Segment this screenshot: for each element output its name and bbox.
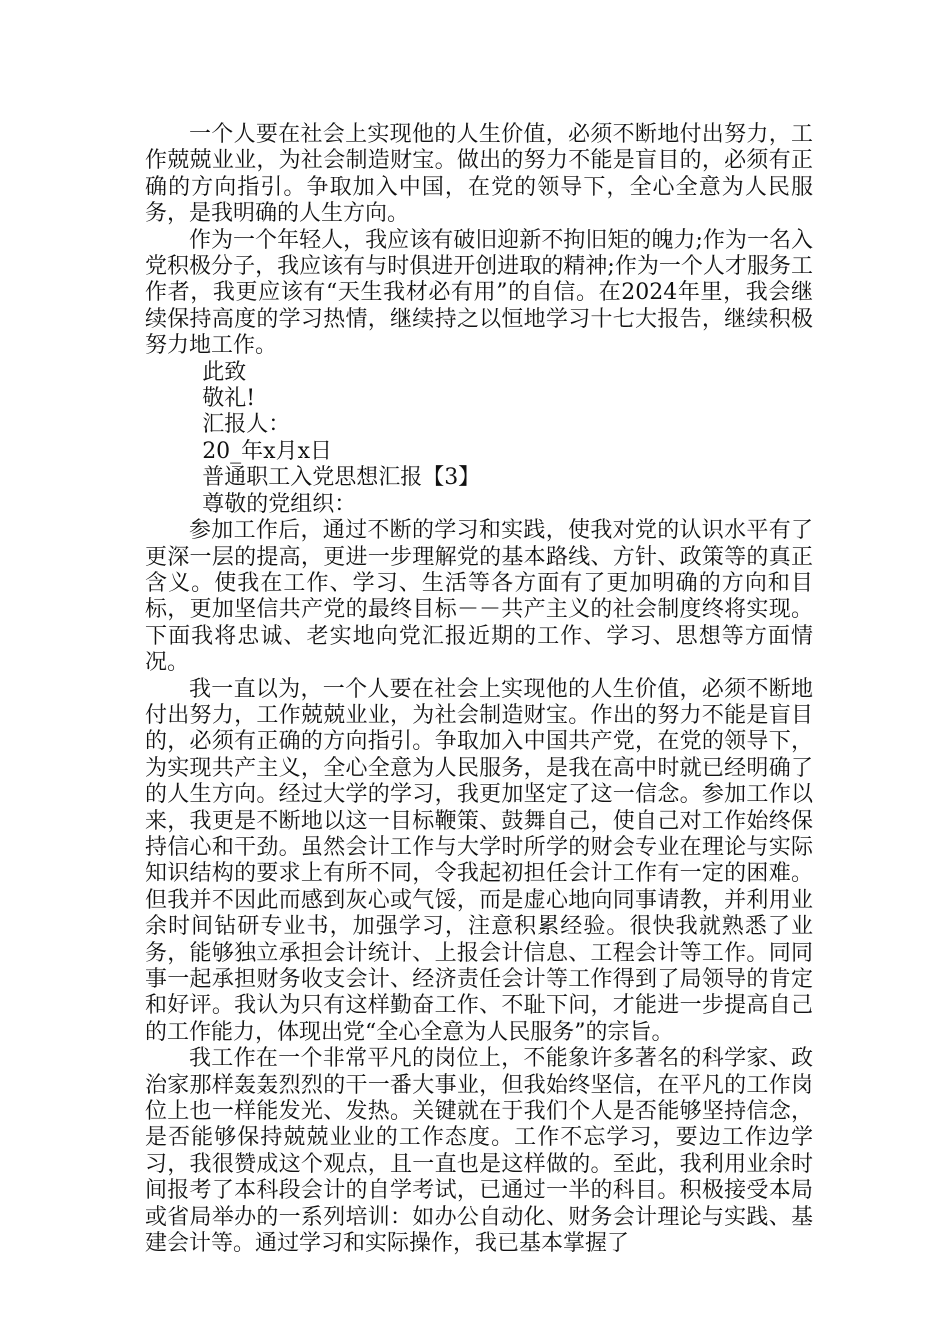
- body-paragraph: 参加工作后，通过不断的学习和实践，使我对党的认识水平有了更深一层的提高，更进一步理解党的基本路线、方针、政策等的真正含义。使我在工作、学习、生活等各方面有了更加明确的方向和目标，更加坚信共产党的最终目标－－共产主义的社会制度终将实现。下面我将忠诚、老实地向党汇报近期的工作、学习、思想等方面情况。: [145, 518, 813, 676]
- body-paragraph: 我工作在一个非常平凡的岗位上，不能象许多著名的科学家、政治家那样轰轰烈烈的干一番大事业，但我始终坚信，在平凡的工作岗位上也一样能发光、发热。关键就在于我们个人是否能够坚持信念，是否能够保持兢兢业业的工作态度。工作不忘学习，要边工作边学习，我很赞成这个观点，且一直也是这样做的。至此，我利用业余时间报考了本科段会计的自学考试，已通过一半的科目。积极接受本局或省局举办的一系列培训：如办公自动化、财务会计理论与实践、基建会计等。通过学习和实际操作，我已基本掌握了: [145, 1046, 813, 1257]
- report-date: 20_年x月x日: [202, 438, 332, 464]
- reporter-label: 汇报人：: [202, 412, 291, 438]
- section-title: 普通职工入党思想汇报【3】: [202, 465, 481, 491]
- greeting: 尊敬的党组织：: [202, 491, 357, 517]
- closing-salutation: 此致: [202, 359, 247, 385]
- body-paragraph: 一个人要在社会上实现他的人生价值，必须不断地付出努力，工作兢兢业业，为社会制造财宝。做出的努力不能是盲目的，必须有正确的方向指引。争取加入中国，在党的领导下，全心全意为人民服务，是我明确的人生方向。: [145, 122, 813, 227]
- body-paragraph: 作为一个年轻人，我应该有破旧迎新不拘旧矩的魄力;作为一名入党积极分子，我应该有与时俱进开创进取的精神;作为一个人才服务工作者，我更应该有“天生我材必有用”的自信。在2024年里，我会继续保持高度的学习热情，继续持之以恒地学习十七大报告，继续积极努力地工作。: [145, 227, 813, 359]
- closing-regards: 敬礼!: [202, 386, 256, 412]
- document-page: [145, 122, 813, 1257]
- body-paragraph: 我一直以为，一个人要在社会上实现他的人生价值，必须不断地付出努力，工作兢兢业业，为社会制造财宝。作出的努力不能是盲目的，必须有正确的方向指引。争取加入中国共产党，在党的领导下，为实现共产主义，全心全意为人民服务，是我在高中时就已经明确了的人生方向。经过大学的学习，我更加坚定了这一信念。参加工作以来，我更是不断地以这一目标鞭策、鼓舞自己，使自己对工作始终保持信心和干劲。虽然会计工作与大学时所学的财会专业在理论与实际知识结构的要求上有所不同，令我起初担任会计工作有一定的困难。但我并不因此而感到灰心或气馁，而是虚心地向同事请教，并利用业余时间钻研专业书，加强学习，注意积累经验。很快我就熟悉了业务，能够独立承担会计统计、上报会计信息、工程会计等工作。同同事一起承担财务收支会计、经济责任会计等工作得到了局领导的肯定和好评。我认为只有这样勤奋工作、不耻下问，才能进一步提高自己的工作能力，体现出党“全心全意为人民服务”的宗旨。: [145, 676, 813, 1045]
